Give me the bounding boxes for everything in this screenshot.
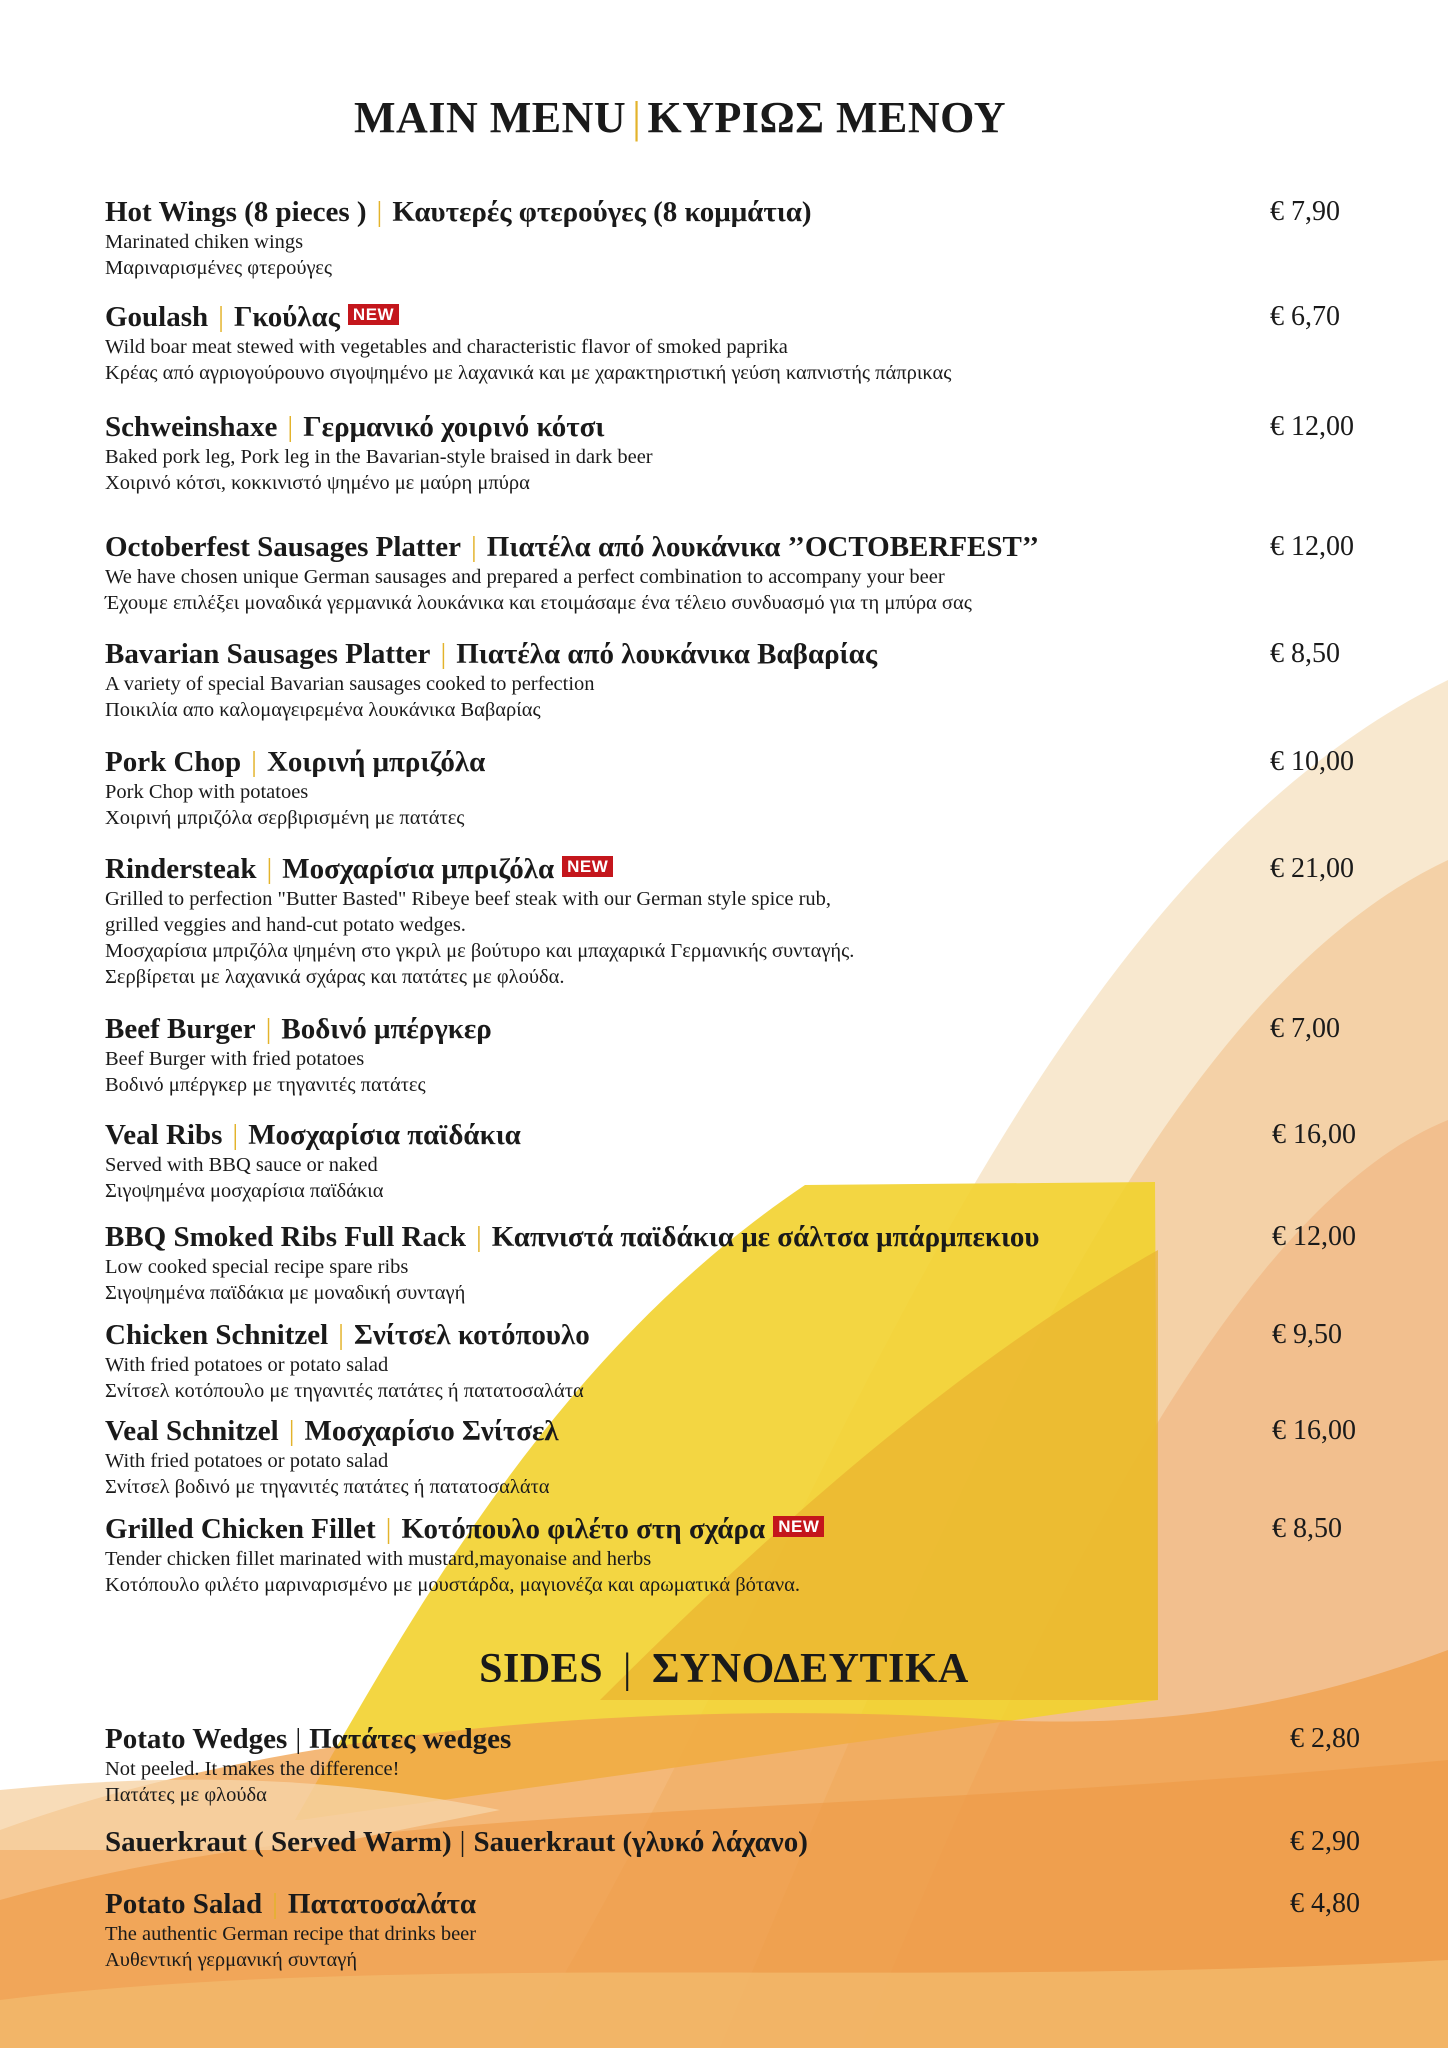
- menu-item: [105, 300, 1365, 386]
- item-price: € 9,50: [1272, 1319, 1342, 1350]
- menu-item: [105, 1220, 1365, 1306]
- title-separator: |: [288, 1415, 295, 1447]
- title-separator: |: [338, 1319, 344, 1351]
- item-price: € 16,00: [1272, 1415, 1356, 1446]
- item-name-el: Γκούλας: [233, 301, 340, 333]
- item-description: We have chosen unique German sausages and prepared a perfect combination to accompany your beer: [105, 566, 945, 588]
- menu-item: [105, 1722, 1365, 1808]
- item-title: [105, 410, 1365, 444]
- item-name-el: Πιατέλα από λουκάνικα ’’OCTOBERFEST’’: [486, 531, 1040, 563]
- menu-item: [105, 1414, 1365, 1500]
- title-separator: |: [475, 1221, 482, 1253]
- main-menu-heading: [0, 92, 1360, 143]
- title-separator: |: [459, 1826, 466, 1858]
- item-name-en: Pork Chop: [105, 746, 242, 778]
- item-description: Ποικιλία απο καλομαγειρεμένα λουκάνικα Βαβαρίας: [105, 699, 541, 721]
- item-name-en: Octoberfest Sausages Platter: [105, 531, 461, 563]
- item-name-en: Schweinshaxe: [105, 411, 278, 443]
- title-separator: |: [440, 638, 447, 670]
- title-separator: |: [385, 1513, 392, 1545]
- item-description: With fried potatoes or potato salad: [105, 1354, 389, 1376]
- menu-item: [105, 195, 1365, 281]
- item-name-el: Μοσχαρίσιο Σνίτσελ: [304, 1415, 559, 1447]
- item-description: Pork Chop with potatoes: [105, 781, 309, 803]
- item-description: Πατάτες με φλούδα: [105, 1784, 267, 1806]
- item-name-en: Sauerkraut ( Served Warm): [105, 1826, 452, 1858]
- item-description: Served with BBQ sauce or naked: [105, 1154, 378, 1176]
- item-name-el: Βοδινό μπέργκερ: [281, 1013, 492, 1045]
- title-separator: |: [295, 1723, 302, 1755]
- item-title: [105, 1887, 1365, 1921]
- item-description: Κοτόπουλο φιλέτο μαριναρισμένο με μουστάρδα, μαγιονέζα και αρωματικά βότανα.: [105, 1574, 800, 1596]
- item-price: € 8,50: [1272, 1513, 1342, 1544]
- item-description: Wild boar meat stewed with vegetables and characteristic flavor of smoked paprika: [105, 336, 788, 358]
- item-name-en: Potato Wedges: [105, 1723, 288, 1755]
- sides-heading: [0, 1645, 1448, 1693]
- menu-item: [105, 410, 1365, 496]
- heading-en: MAIN MENU: [354, 93, 627, 142]
- title-separator: |: [232, 1119, 239, 1151]
- heading-el: ΚΥΡΙΩΣ ΜΕΝΟΥ: [647, 93, 1006, 142]
- item-name-el: Μοσχαρίσια παϊδάκια: [248, 1119, 521, 1151]
- menu-item: [105, 852, 1365, 990]
- item-price: € 10,00: [1270, 746, 1354, 777]
- item-description: Βοδινό μπέργκερ με τηγανιτές πατάτες: [105, 1074, 426, 1096]
- item-description: Σνίτσελ βοδινό με τηγανιτές πατάτες ή πατατοσαλάτα: [105, 1476, 550, 1498]
- menu-item: [105, 637, 1365, 723]
- item-price: € 21,00: [1270, 853, 1354, 884]
- item-description: Tender chicken fillet marinated with mustard,mayonaise and herbs: [105, 1548, 652, 1570]
- item-price: € 16,00: [1272, 1119, 1356, 1150]
- title-separator: |: [272, 1888, 278, 1920]
- title-separator: |: [251, 746, 257, 778]
- item-title: [105, 1722, 1365, 1756]
- item-name-el: Καπνιστά παϊδάκια με σάλτσα μπάρμπεκιου: [491, 1221, 1040, 1253]
- item-name-el: Καυτερές φτερούγες (8 κομμάτια): [392, 196, 812, 228]
- new-badge: NEW: [348, 304, 399, 325]
- heading-el: ΣΥΝΟΔΕΥΤΙΚΑ: [651, 1646, 969, 1692]
- item-title: [105, 1825, 1365, 1859]
- item-description: grilled veggies and hand-cut potato wedges.: [105, 914, 466, 936]
- item-description: Baked pork leg, Pork leg in the Bavarian-style braised in dark beer: [105, 446, 653, 468]
- item-title: [105, 1220, 1365, 1254]
- item-title: [105, 852, 1365, 886]
- item-name-en: Hot Wings (8 pieces ): [105, 196, 367, 228]
- item-title: [105, 300, 1365, 334]
- heading-separator: |: [632, 93, 642, 142]
- item-title: [105, 1318, 1365, 1352]
- item-description: With fried potatoes or potato salad: [105, 1450, 389, 1472]
- item-description: A variety of special Bavarian sausages cooked to perfection: [105, 673, 595, 695]
- item-name-el: Sauerkraut (γλυκό λάχανο): [473, 1826, 808, 1858]
- item-title: [105, 530, 1365, 564]
- item-description: Μοσχαρίσια μπριζόλα ψημένη στο γκριλ με βούτυρο και μπαχαρικά Γερμανικής συνταγής.: [105, 940, 855, 962]
- item-price: € 2,80: [1290, 1723, 1360, 1754]
- title-separator: |: [287, 411, 294, 443]
- item-price: € 4,80: [1290, 1888, 1360, 1919]
- item-title: [105, 637, 1365, 671]
- item-name-en: Bavarian Sausages Platter: [105, 638, 431, 670]
- new-badge: NEW: [562, 856, 613, 877]
- item-price: € 7,90: [1270, 196, 1340, 227]
- item-name-el: Μοσχαρίσια μπριζόλα: [282, 853, 555, 885]
- heading-separator: |: [623, 1646, 632, 1692]
- item-price: € 12,00: [1272, 1221, 1356, 1252]
- item-name-en: Potato Salad: [105, 1888, 263, 1920]
- item-price: € 7,00: [1270, 1013, 1340, 1044]
- item-price: € 12,00: [1270, 411, 1354, 442]
- item-description: Έχουμε επιλέξει μοναδικά γερμανικά λουκάνικα και ετοιμάσαμε ένα τέλειο συνδυασμό για τη μπύρα σας: [105, 592, 972, 614]
- item-name-el: Πιατέλα από λουκάνικα Βαβαρίας: [456, 638, 878, 670]
- item-title: [105, 745, 1365, 779]
- item-description: The authentic German recipe that drinks beer: [105, 1923, 477, 1945]
- item-name-en: Veal Schnitzel: [105, 1415, 279, 1447]
- item-name-en: Goulash: [105, 301, 209, 333]
- item-description: Σερβίρεται με λαχανικά σχάρας και πατάτες με φλούδα.: [105, 966, 565, 988]
- menu-item: [105, 1512, 1365, 1598]
- item-price: € 2,90: [1290, 1826, 1360, 1857]
- title-separator: |: [266, 853, 273, 885]
- title-separator: |: [265, 1013, 272, 1045]
- item-description: Σιγοψημένα παϊδάκια με μοναδική συνταγή: [105, 1282, 466, 1304]
- item-name-el: Πατάτες wedges: [309, 1723, 512, 1755]
- menu-item: [105, 1887, 1365, 1973]
- item-description: Marinated chiken wings: [105, 231, 304, 253]
- item-price: € 6,70: [1270, 301, 1340, 332]
- item-description: Μαριναρισμένες φτερούγες: [105, 257, 332, 279]
- item-name-en: Rindersteak: [105, 853, 257, 885]
- item-name-en: BBQ Smoked Ribs Full Rack: [105, 1221, 466, 1253]
- item-description: Grilled to perfection "Butter Basted" Ribeye beef steak with our German style spice rub,: [105, 888, 832, 910]
- item-name-el: Πατατοσαλάτα: [287, 1888, 477, 1920]
- item-description: Χοιρινή μπριζόλα σερβιρισμένη με πατάτες: [105, 807, 465, 829]
- item-title: [105, 1512, 1365, 1546]
- item-title: [105, 1414, 1365, 1448]
- item-name-en: Beef Burger: [105, 1013, 256, 1045]
- menu-item: [105, 1118, 1365, 1204]
- item-name-el: Γερμανικό χοιρινό κότσι: [303, 411, 605, 443]
- item-name-el: Κοτόπουλο φιλέτο στη σχάρα: [401, 1513, 766, 1545]
- item-name-en: Veal Ribs: [105, 1119, 223, 1151]
- item-description: Low cooked special recipe spare ribs: [105, 1256, 409, 1278]
- item-description: Κρέας από αγριογούρουνο σιγοψημένο με λαχανικά και με χαρακτηριστική γεύση καπνιστής πάπρικας: [105, 362, 952, 384]
- item-name-el: Χοιρινή μπριζόλα: [266, 746, 486, 778]
- item-price: € 12,00: [1270, 531, 1354, 562]
- menu-item: [105, 1825, 1365, 1859]
- item-price: € 8,50: [1270, 638, 1340, 669]
- new-badge: NEW: [773, 1516, 824, 1537]
- item-description: Χοιρινό κότσι, κοκκινιστό ψημένο με μαύρη μπύρα: [105, 472, 530, 494]
- item-name-en: Grilled Chicken Fillet: [105, 1513, 376, 1545]
- item-title: [105, 1012, 1365, 1046]
- item-description: Not peeled. It makes the difference!: [105, 1758, 400, 1780]
- item-title: [105, 1118, 1365, 1152]
- item-name-el: Σνίτσελ κοτόπουλο: [353, 1319, 590, 1351]
- item-title: [105, 195, 1365, 229]
- title-separator: |: [470, 531, 477, 563]
- heading-en: SIDES: [479, 1646, 604, 1692]
- item-name-en: Chicken Schnitzel: [105, 1319, 329, 1351]
- menu-item: [105, 530, 1365, 616]
- item-description: Σιγοψημένα μοσχαρίσια παϊδάκια: [105, 1180, 384, 1202]
- menu-item: [105, 745, 1365, 831]
- menu-item: [105, 1318, 1365, 1404]
- item-description: Σνίτσελ κοτόπουλο με τηγανιτές πατάτες ή πατατοσαλάτα: [105, 1380, 584, 1402]
- item-description: Beef Burger with fried potatoes: [105, 1048, 365, 1070]
- title-separator: |: [218, 301, 224, 333]
- menu-item: [105, 1012, 1365, 1098]
- item-description: Αυθεντική γερμανική συνταγή: [105, 1949, 358, 1971]
- title-separator: |: [376, 196, 383, 228]
